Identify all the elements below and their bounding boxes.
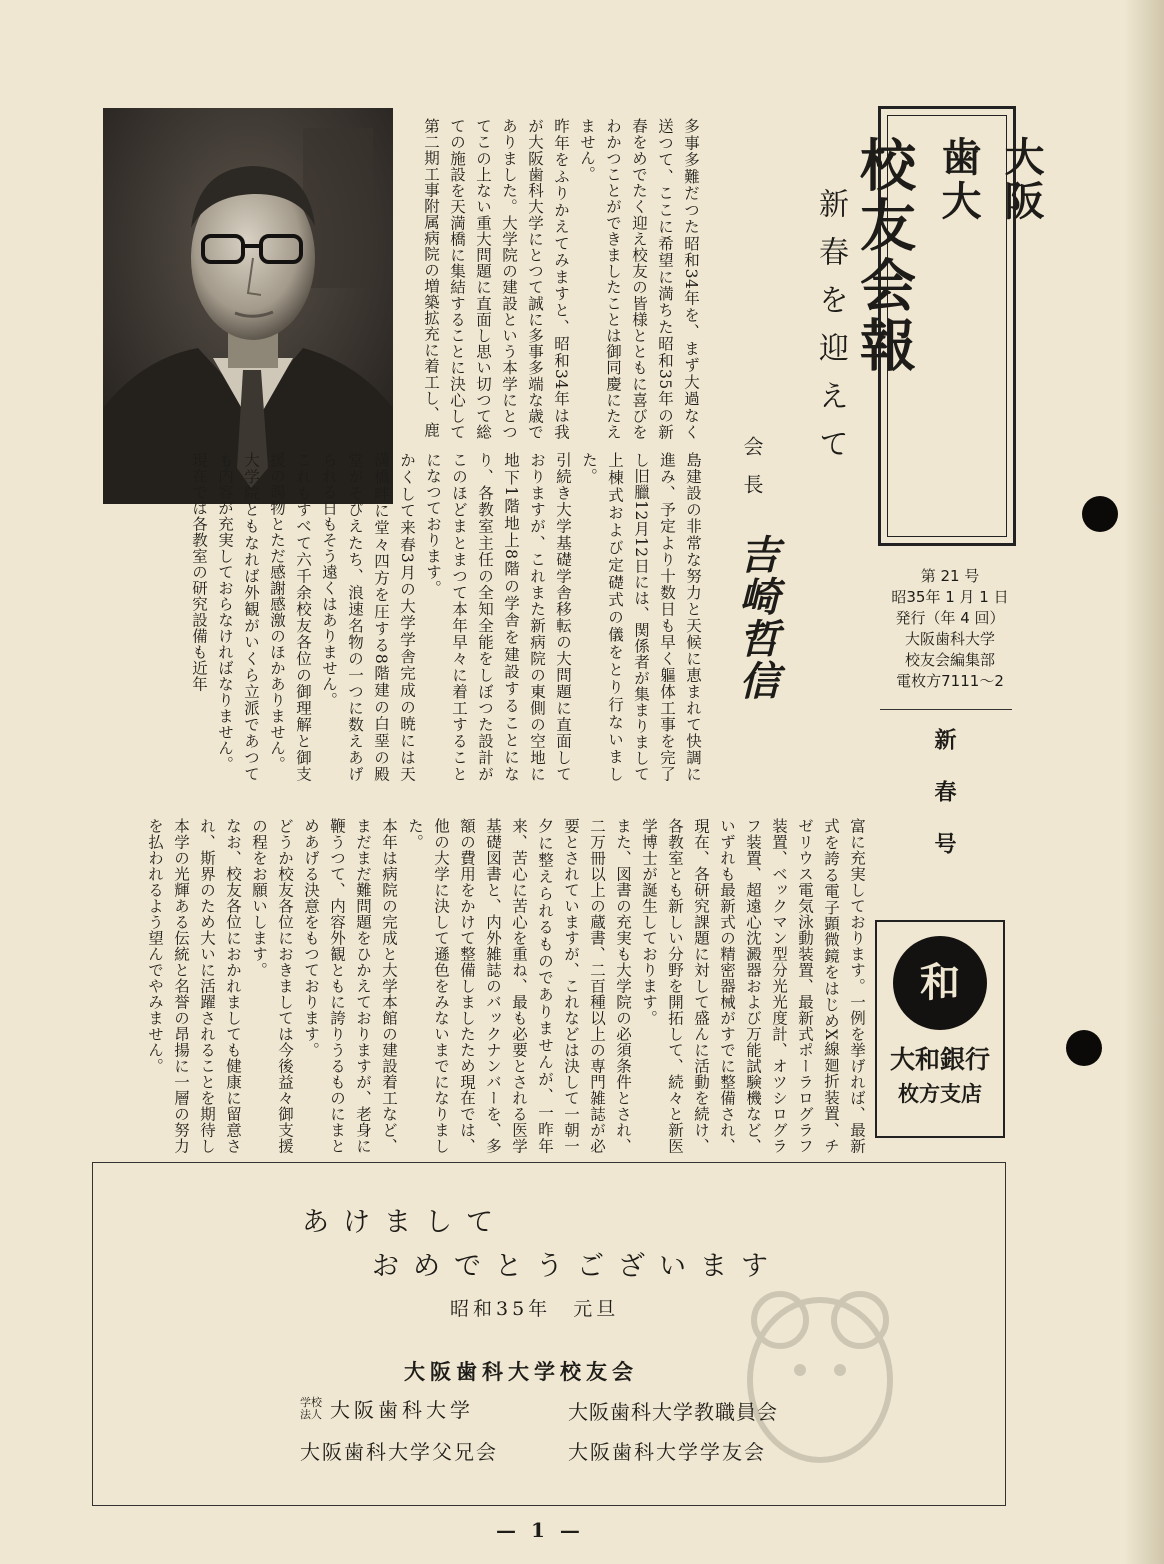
paragraph: 島建設の非常な努力と天候に恵まれて快調に進み、予定より十数日も早く軀体工事を完了し旧臘12月12日には、関係者が集まりまして上棟式および定礎式の儀をとり行ないました。 bbox=[580, 452, 702, 782]
corporation-type bbox=[300, 1397, 322, 1421]
org-university bbox=[300, 1394, 474, 1423]
article-body-block-2 bbox=[96, 452, 706, 782]
issue-divider bbox=[880, 709, 1012, 710]
bank-logo: 和 bbox=[893, 936, 987, 1030]
newsletter-masthead bbox=[851, 106, 1045, 546]
paragraph: 昨年をふりかえてみますと、昭和34年は我が大阪歯科大学にとつて誠に多事多端な歳でありました。大学院の建設という本学にとつてこの上ない重大問題に直面し思い切つて総ての施設を天満橋に集結することに決心して第二期工事附属病院の増築拡充に着工し、鹿 bbox=[422, 118, 570, 440]
greeting-day: 元旦 bbox=[573, 1298, 620, 1320]
issue-publisher-1: 大阪歯科大学 bbox=[904, 630, 995, 648]
paragraph: 多事多難だつた昭和34年を、まず大過なく送つて、ここに希望に満ちた昭和35年の新春をめでたく迎え校友の皆様とともに喜びをわかつことができましたことは御同慶にたえません。 bbox=[578, 118, 700, 440]
paragraph: また、図書の充実も大学院の必須条件とされ、二万冊以上の蔵書、二百種以上の専門雑誌が必要とされていますが、これなどは決して一朝一夕に整えられるものでありませんが、一昨年来、苦心に苦心を重ね、最も必要とされる医学基礎図書と、内外雑誌のバックナンバーを、多額の費用をかけて整備しましたため現在では、他の大学に決して遜色をみないまでになりました。 bbox=[406, 818, 632, 1154]
issue-publisher-2: 校友会編集部 bbox=[904, 651, 995, 669]
bank-name: 大和銀行 bbox=[889, 1045, 990, 1074]
org-university-name: 大阪歯科大学 bbox=[330, 1398, 474, 1422]
binder-hole-bottom bbox=[1066, 1030, 1102, 1066]
masthead-line-shidai: 歯大 bbox=[935, 136, 982, 224]
greeting-era: 昭和35年 bbox=[450, 1298, 552, 1320]
masthead-line-osaka: 大阪 bbox=[998, 136, 1045, 224]
paper-edge-shadow bbox=[1124, 0, 1164, 1564]
paragraph: これもすべて六千余校友各位の御理解と御支援の賜物とただ感謝感激のほかありません。 bbox=[268, 452, 312, 782]
paragraph: かくして来春3月の大学学舎完成の暁には天満橋畔に堂々四方を圧する8階建の白堊の殿堂がそびえたち、浪速名物の一つに数えあげられる日もそう遠くはありません。 bbox=[320, 452, 416, 782]
issue-date: 昭35年 1 月 1 日 bbox=[891, 588, 1009, 606]
issue-frequency: 発行（年 4 回） bbox=[895, 609, 1005, 627]
paragraph: 富に充実しております。一例を挙げれば、最新式を誇る電子顕微鏡をはじめX線廻折装置、チゼリウス電気泳動装置、最新式ポーラログラフ装置、ベックマン型分光光度計、オツシログラフ装置、超遠心沈澱器および万能試験機など、いずれも最新式の精密器械がすでに整備され、現在、各研究課題に対して盛んに活動を続け、各教室とも新しい分野を開拓して、続々と新医学博士が誕生しております。 bbox=[640, 818, 866, 1154]
paragraph: どうか校友各位におきましては今後益々御支援の程をお願いします。 bbox=[250, 818, 294, 1154]
greeting-line-2: おめでとうございます bbox=[372, 1251, 782, 1282]
issue-number: 第 21 号 bbox=[920, 567, 980, 585]
paragraph: 大学院ともなれば外観がいくら立派であつても内容が充実しておらなければなりません。 bbox=[216, 452, 260, 782]
author-role: 会長 bbox=[740, 436, 764, 512]
greeting-line-1: あけまして bbox=[302, 1207, 507, 1238]
issue-phone: 電枚方7111〜2 bbox=[896, 672, 1004, 690]
article-body-block-1 bbox=[412, 118, 704, 440]
alumni-association-name: 大阪歯科大学校友会 bbox=[404, 1360, 638, 1384]
paragraph: 引続き大学基礎学舎移転の大問題に直面しておりますが、これまた新病院の東側の空地に地下1階地上8階の学舎を建設することになり、各教室主任の全知全能をしぼつた設計がこのほどまとまつて本年早々に着工することになつております。 bbox=[424, 452, 572, 782]
masthead-line-kouyuukaihou: 校友会報 bbox=[851, 136, 917, 376]
bank-advertisement bbox=[875, 920, 1005, 1138]
portrait-photo bbox=[103, 108, 393, 504]
article-body-block-3 bbox=[96, 818, 870, 1154]
paragraph: 現在では各教室の研究設備も近年 bbox=[190, 452, 208, 692]
masthead-inner-frame bbox=[851, 115, 1045, 537]
paragraph: 本年は病院の完成と大学本館の建設着工など、まだまだ難問題をひかえておりますが、老身に鞭うつて、内容外観ともに誇りうるものにまとめあげる決意をもつております。 bbox=[302, 818, 398, 1154]
page-number: — 1 — bbox=[496, 1518, 584, 1542]
paragraph: なお、校友各位におかれましても健康に留意され、斯界のため大いに活躍されることを期待し本学の光輝ある伝統と名誉の昂揚に一層の努力を払われるよう望んでやみません。 bbox=[146, 818, 242, 1154]
author-signature: 吉崎哲信 bbox=[733, 534, 780, 702]
issue-edition: 新春号 bbox=[931, 728, 956, 884]
portrait-illustration bbox=[103, 108, 393, 504]
binder-hole-top bbox=[1082, 496, 1118, 532]
greeting-date bbox=[450, 1294, 641, 1321]
org-faculty-staff-association: 大阪歯科大学教職員会 bbox=[568, 1400, 778, 1424]
issue-info bbox=[880, 566, 1020, 692]
corporation-type-top: 学校 bbox=[300, 1395, 322, 1409]
org-student-association: 大阪歯科大学学友会 bbox=[568, 1440, 766, 1464]
bank-branch: 枚方支店 bbox=[898, 1082, 982, 1106]
article-title: 新春を迎えて bbox=[813, 188, 848, 476]
corporation-type-bottom: 法人 bbox=[300, 1407, 322, 1421]
org-parents-association: 大阪歯科大学父兄会 bbox=[300, 1440, 498, 1464]
